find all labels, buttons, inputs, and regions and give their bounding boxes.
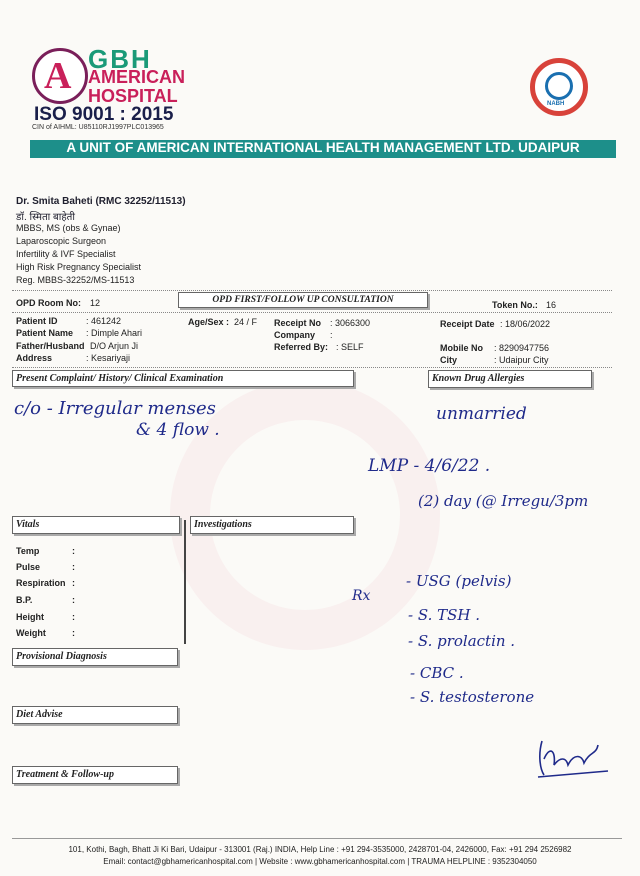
vital-respiration-label: Respiration [16,578,66,588]
complaint-heading: Present Complaint/ History/ Clinical Examination [12,370,354,387]
banner-text: A UNIT OF AMERICAN INTERNATIONAL HEALTH MANAGEMENT LTD. UDAIPUR [66,140,580,155]
referred-label: Referred By: [274,342,329,352]
hospital-logo-letter: A [44,55,72,97]
vitals-heading: Vitals [12,516,180,534]
vital-height-label: Height [16,612,44,622]
receipt-no-value: : 3066300 [330,318,371,328]
father-label: Father/Husband [16,341,85,351]
patient-id-value: : 461242 [86,316,122,326]
doctor-name-hindi: डॉ. स्मिता बाहेती [16,212,75,223]
footer-contact: Email: contact@gbhamericanhospital.com | Website : www.gbhamericanhospital.com | TRAUMA HELPLINE : 9352304050 [103,857,537,866]
iso-certification: ISO 9001 : 2015 [34,104,174,125]
token-label: Token No.: [492,300,538,310]
vital-pulse-label: Pulse [16,562,41,572]
opd-room-value: 12 [90,298,101,308]
address-label: Address [16,353,53,363]
allergies-heading: Known Drug Allergies [428,370,592,388]
handwritten-investigation: - USG (pelvis) [406,572,512,590]
mobile-label: Mobile No [440,343,483,353]
opd-room-label: OPD Room No: [16,298,81,308]
receipt-date-label: Receipt Date [440,319,495,329]
doctor-name: Dr. Smita Baheti (RMC 32252/11513) [16,196,186,207]
vital-respiration-value: : [72,578,75,588]
brand-gbh: GBH [88,44,152,74]
brand-hospital: HOSPITAL [88,86,178,106]
vital-temp-label: Temp [16,546,40,556]
divider [12,290,612,291]
handwritten-lmp: LMP - 4/6/22 . [368,456,491,476]
mobile-value: : 8290947756 [494,343,550,353]
provisional-diagnosis-heading: Provisional Diagnosis [12,648,178,666]
handwritten-cycle: (2) day (@ Irregu/3pm [418,492,589,510]
nabh-seal-inner [545,72,573,100]
city-value: : Udaipur City [494,355,549,365]
handwritten-investigation: - S. testosterone [410,688,535,706]
vital-pulse-value: : [72,562,75,572]
divider [12,367,612,368]
footer-address: 101, Kothi, Bagh, Bhatt Ji Ki Bari, Udaipur - 313001 (Raj.) INDIA, Help Line : +91 294-3535000, 2428701-04, 2426000, Fax: +91 294 2526982 [68,845,572,854]
doctor-signature [536,735,610,779]
vital-height-value: : [72,612,75,622]
agesex-value: 24 / F [234,317,258,327]
patient-name-label: Patient Name [16,328,74,338]
token-value: 16 [546,300,557,310]
treatment-heading: Treatment & Follow-up [12,766,178,784]
patient-name-value: : Dimple Ahari [86,328,143,338]
doctor-specialty: High Risk Pregnancy Specialist [16,262,142,272]
company-label: Company [274,330,316,340]
doctor-registration: Reg. MBBS-32252/MS-11513 [16,275,135,285]
doctor-specialty: Infertility & IVF Specialist [16,249,116,259]
handwritten-investigation: - S. TSH . [408,606,481,624]
doctor-qualification: MBBS, MS (obs & Gynae) [16,223,121,233]
diet-advise-heading: Diet Advise [12,706,178,724]
agesex-label: Age/Sex : [188,317,230,327]
handwritten-complaint: c/o - Irregular menses [14,398,216,419]
vital-weight-value: : [72,628,75,638]
vital-bp-label: B.P. [16,595,33,605]
handwritten-investigation: - S. prolactin . [408,632,516,650]
father-value: D/O Arjun Ji [90,341,139,351]
nabh-label: NABH [547,101,565,107]
receipt-date-value: : 18/06/2022 [500,319,551,329]
brand-american: AMERICAN [88,67,185,87]
city-label: City [440,355,458,365]
address-value: : Kesariyaji [86,353,131,363]
column-divider [184,520,186,644]
consultation-title: OPD FIRST/FOLLOW UP CONSULTATION [178,292,428,308]
divider [12,312,612,313]
handwritten-allergy: unmarried [436,404,527,424]
doctor-specialty: Laparoscopic Surgeon [16,236,107,246]
investigations-heading: Investigations [190,516,354,534]
handwritten-investigation: - CBC . [410,664,464,682]
vital-temp-value: : [72,546,75,556]
company-value: : [330,330,333,340]
cin-number: CIN of AIHML: U85110RJ1997PLC013965 [32,124,164,131]
receipt-no-label: Receipt No [274,318,322,328]
referred-value: : SELF [336,342,364,352]
footer-divider [12,838,622,839]
handwritten-rx: Rx [352,588,371,604]
patient-id-label: Patient ID [16,316,58,326]
vital-weight-label: Weight [16,628,46,638]
handwritten-complaint: & 4 flow . [136,420,220,440]
vital-bp-value: : [72,595,75,605]
